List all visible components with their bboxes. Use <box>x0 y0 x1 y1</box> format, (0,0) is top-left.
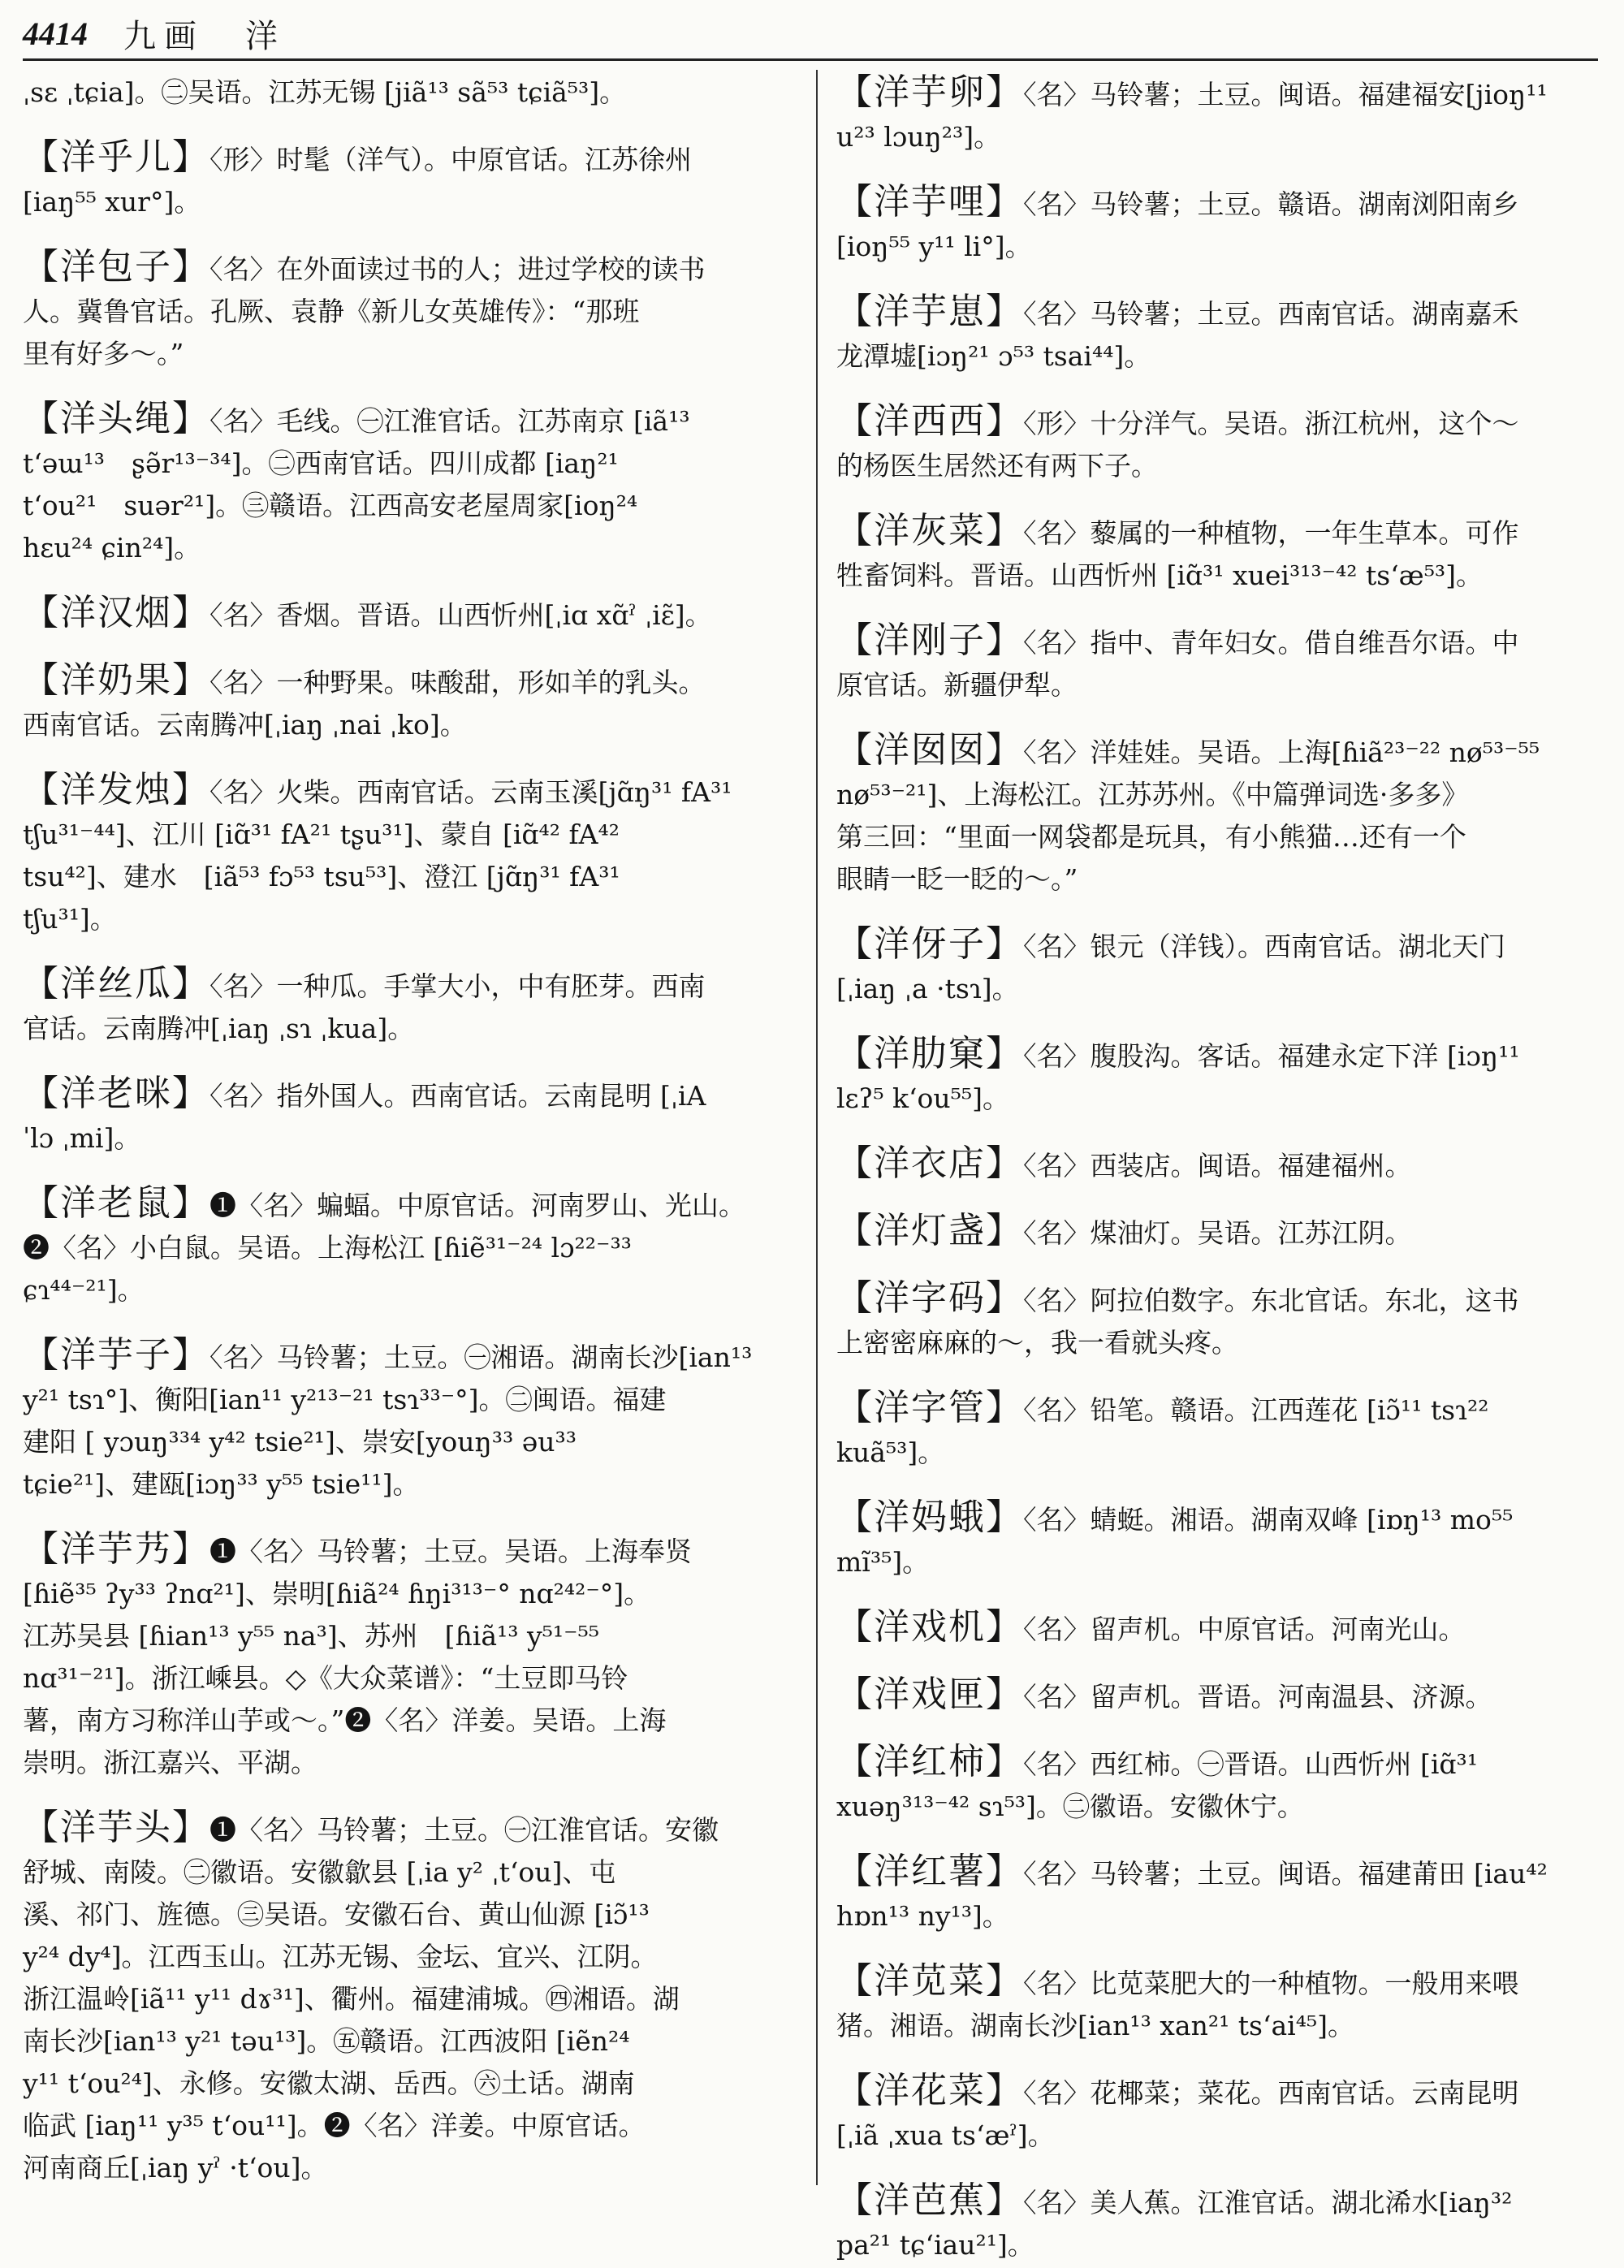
entry-text: 〈名〉铅笔。赣语。江西莲花 [iɔ̃¹¹ tsɿ²² <box>1023 1394 1489 1426</box>
entry-headword: 【洋芋崽】 <box>836 291 1023 332</box>
dictionary-entry <box>23 396 801 571</box>
entry-headword: 【洋芭蕉】 <box>836 2179 1023 2221</box>
entry-text: 的杨医生居然还有两下子。 <box>836 450 1158 482</box>
entry-text: 〈名〉西装店。闽语。福建福州。 <box>1023 1150 1412 1182</box>
dictionary-entry <box>836 508 1600 598</box>
entry-line <box>23 854 801 900</box>
entry-text: 官话。云南腾冲[ˌiaŋ ˌsɿ ˌkua]。 <box>23 1013 415 1044</box>
right-column <box>836 70 1600 2261</box>
entry-text: nɑ³¹⁻²¹]。浙江嵊县。◇《大众菜谱》：“土豆即马铃 <box>23 1662 628 1694</box>
entry-line <box>836 2178 1600 2226</box>
entry-line <box>836 1605 1600 1652</box>
entry-text: 南长沙[ian¹³ y²¹ təu¹³]。㊄赣语。江西波阳 [iẽn²⁴ <box>23 2025 630 2057</box>
entry-text: nø⁵³⁻²¹]、上海松江。江苏苏州。《中篇弹词选·多多》 <box>836 779 1469 810</box>
dictionary-entry <box>836 618 1600 708</box>
entry-headword: 【洋字码】 <box>836 1277 1023 1319</box>
entry-line <box>836 114 1600 160</box>
entry-text: u²³ lɔuŋ²³]。 <box>836 121 1001 153</box>
entry-headword: 【洋刚子】 <box>836 620 1023 661</box>
entry-headword: 【洋包子】 <box>23 246 209 287</box>
dictionary-entry <box>836 1495 1600 1585</box>
entry-line <box>23 1006 801 1052</box>
entry-text: 〈名〉煤油灯。吴语。江苏江阴。 <box>1023 1217 1412 1249</box>
dictionary-entry <box>836 1031 1600 1121</box>
entry-line <box>836 922 1600 970</box>
entry-headword: 【洋红柿】 <box>836 1741 1023 1782</box>
dictionary-entry <box>23 1071 801 1161</box>
dictionary-entry <box>23 1805 801 2191</box>
entry-text: 〈名〉火柴。西南官话。云南玉溪[jɑ̃ŋ³¹ fA³¹ <box>209 776 732 808</box>
entry-text: 〈名〉洋娃娃。吴语。上海[ɦiã²³⁻²² nø⁵³⁻⁵⁵ <box>1023 737 1540 768</box>
entry-text: 〈名〉西红柿。㊀晋语。山西忻州 [iɑ̃³¹ <box>1023 1748 1479 1780</box>
dictionary-entry <box>836 2068 1600 2158</box>
entry-text: 溪、祁门、旌德。㊂吴语。安徽石台、黄山仙源 [iɔ̃¹³ <box>23 1899 650 1930</box>
entry-headword: 【洋衣店】 <box>836 1143 1023 1184</box>
entry-text: mĩ³⁵]。 <box>836 1546 930 1578</box>
left-column <box>23 70 801 2185</box>
entry-text: 人。冀鲁官话。孔厥、袁静《新儿女英雄传》：“那班 <box>23 296 640 327</box>
entry-line <box>836 1031 1600 1079</box>
entry-headword: 【洋发烛】 <box>23 769 209 810</box>
entry-line <box>836 399 1600 447</box>
entry-text: 里有好多～。” <box>23 338 184 369</box>
dictionary-entry <box>23 590 801 638</box>
entry-text: 上密密麻麻的～，我一看就头疼。 <box>836 1327 1238 1359</box>
entry-headword: 【洋芋子】 <box>23 1334 209 1376</box>
entry-text: 〈名〉藜属的一种植物，一年生草本。可作 <box>1023 517 1519 549</box>
dictionary-entry <box>836 1739 1600 1830</box>
entry-text: tʃu³¹⁻⁴⁴]、江川 [iɑ̃³¹ fA²¹ tʂu³¹]、蒙自 [iɑ̃⁴² fA⁴² <box>23 819 620 850</box>
entry-line <box>23 396 801 444</box>
entry-line <box>836 1739 1600 1787</box>
entry-line <box>23 289 801 335</box>
entry-headword: 【洋西西】 <box>836 400 1023 442</box>
entry-text: y²⁴ dy⁴]。江西玉山。江苏无锡、金坛、宜兴、江阴。 <box>23 1941 658 1972</box>
dictionary-entry <box>836 179 1600 270</box>
entry-text: [iaŋ⁵⁵ xur°]。 <box>23 186 201 218</box>
entry-text: 临武 [iaŋ¹¹ y³⁵ t‘ou¹¹]。❷〈名〉洋姜。中原官话。 <box>23 2110 646 2141</box>
entry-line <box>836 2068 1600 2116</box>
entry-headword: 【洋乎儿】 <box>23 136 209 178</box>
entry-line <box>23 70 801 115</box>
dictionary-entry <box>23 1333 801 1507</box>
dictionary-entry <box>23 961 801 1052</box>
entry-text: 〈名〉阿拉伯数字。东北官话。东北，这书 <box>1023 1285 1519 1316</box>
entry-line <box>23 2019 801 2064</box>
entry-text: 〈名〉腹股沟。客话。福建永定下洋 [iɔŋ¹¹ <box>1023 1040 1520 1072</box>
entry-text: y²¹ tsɿ°]、衡阳[ian¹¹ y²¹³⁻²¹ tsɿ³³⁻°]。㊁闽语。福建 <box>23 1384 667 1415</box>
entry-line <box>836 334 1600 379</box>
entry-line <box>836 289 1600 337</box>
entry-line <box>23 1462 801 1507</box>
entry-text: 〈名〉留声机。中原官话。河南光山。 <box>1023 1614 1466 1645</box>
entry-text: t‘ou²¹ suər²¹]。㊂赣语。江西高安老屋周家[ioŋ²⁴ <box>23 490 638 521</box>
entry-line <box>836 443 1600 489</box>
entry-line <box>836 1141 1600 1189</box>
entry-headword: 【洋肋窠】 <box>836 1033 1023 1074</box>
entry-line <box>23 244 801 292</box>
entry-text: ❶〈名〉蝙蝠。中原官话。河南罗山、光山。 <box>209 1190 745 1221</box>
entry-line <box>23 135 801 183</box>
entry-headword: 【洋头绳】 <box>23 398 209 439</box>
entry-line <box>23 525 801 571</box>
entry-headword: 【洋丝瓜】 <box>23 963 209 1004</box>
entry-text: kuã⁵³]。 <box>836 1436 945 1468</box>
dictionary-entry <box>23 767 801 942</box>
entry-text: 〈名〉蜻蜓。湘语。湖南双峰 [iɒŋ¹³ mo⁵⁵ <box>1023 1504 1514 1536</box>
entry-text: 舒城、南陵。㊁徽语。安徽歙县 [ˌia y² ˌt‘ou]、屯 <box>23 1856 616 1888</box>
entry-text: 崇明。浙江嘉兴、平湖。 <box>23 1747 317 1778</box>
section-title: 九画 洋 <box>123 17 286 55</box>
entry-line <box>836 772 1600 818</box>
entry-line <box>836 857 1600 902</box>
entry-line <box>23 590 801 638</box>
entry-line <box>23 1934 801 1980</box>
entry-headword: 【洋老鼠】 <box>23 1182 209 1224</box>
entry-text: 眼睛一眨一眨的～。” <box>836 863 1078 895</box>
entry-text: [ˌiaŋ ˌa ·tsɿ]。 <box>836 973 1019 1004</box>
dictionary-entry <box>836 1959 1600 2049</box>
entry-line <box>23 1976 801 2022</box>
entry-text: ❶〈名〉马铃薯；土豆。吴语。上海奉贤 <box>209 1536 692 1567</box>
entry-text: 〈名〉毛线。㊀江淮官话。江苏南京 [iã¹³ <box>209 405 690 437</box>
entry-line <box>23 441 801 486</box>
entry-line <box>23 1527 801 1575</box>
entry-text: 〈名〉马铃薯；土豆。赣语。湖南浏阳南乡 <box>1023 188 1519 220</box>
entry-text: 〈名〉在外面读过书的人；进过学校的读书 <box>209 253 706 285</box>
entry-text: ɕɿ⁴⁴⁻²¹]。 <box>23 1274 145 1306</box>
entry-line <box>23 1071 801 1119</box>
dictionary-entry <box>836 70 1600 160</box>
dictionary-entry <box>23 70 801 115</box>
entry-line <box>836 553 1600 598</box>
entry-text: ˈlɔ ˌmi]。 <box>23 1122 141 1154</box>
entry-text: tɕie²¹]、建瓯[iɔŋ³³ y⁵⁵ tsie¹¹]。 <box>23 1468 420 1500</box>
entry-line <box>836 2223 1600 2268</box>
entry-line <box>23 767 801 815</box>
entry-line <box>23 1377 801 1423</box>
entry-line <box>23 1268 801 1313</box>
entry-headword: 【洋妈蛾】 <box>836 1497 1023 1538</box>
entry-text: 原官话。新疆伊犁。 <box>836 669 1078 701</box>
entry-line <box>23 896 801 942</box>
entry-text: ❶〈名〉马铃薯；土豆。㊀江淮官话。安徽 <box>209 1814 719 1846</box>
entry-text: 〈名〉比苋菜肥大的一种植物。一般用来喂 <box>1023 1968 1519 1999</box>
dictionary-entry <box>23 1527 801 1786</box>
page-number: 4414 <box>23 15 88 52</box>
entry-text: pa²¹ tɕ‘iau²¹]。 <box>836 2229 1034 2261</box>
entry-headword: 【洋芋卵】 <box>836 71 1023 113</box>
entry-text: 〈名〉马铃薯；土豆。西南官话。湖南嘉禾 <box>1023 298 1519 330</box>
entry-line <box>23 2061 801 2106</box>
dictionary-entry <box>836 728 1600 902</box>
entry-headword: 【洋红薯】 <box>836 1851 1023 1892</box>
entry-text: 建阳 [ yɔuŋ³³⁴ y⁴² tsie²¹]、崇安[youŋ³³ əu³³ <box>23 1426 577 1458</box>
entry-line <box>23 1698 801 1743</box>
entry-line <box>836 1076 1600 1121</box>
entry-line <box>836 728 1600 775</box>
entry-text: hɛu²⁴ ɕin²⁴]。 <box>23 532 201 564</box>
entry-line <box>23 812 801 858</box>
entry-text: 〈名〉美人蕉。江淮官话。湖北浠水[iaŋ³² <box>1023 2187 1513 2218</box>
entry-headword: 【洋伢子】 <box>836 923 1023 965</box>
entry-text: 江苏吴县 [ɦian¹³ y⁵⁵ na³]、苏州 [ɦiã¹³ y⁵¹⁻⁵⁵ <box>23 1620 599 1652</box>
entry-headword: 【洋芋艿】 <box>23 1528 209 1570</box>
dictionary-entry <box>23 658 801 748</box>
entry-line <box>836 1276 1600 1324</box>
entry-text: 〈名〉马铃薯；土豆。闽语。福建福安[jioŋ¹¹ <box>1023 79 1548 110</box>
entry-text: y¹¹ t‘ou²⁴]、永修。安徽太湖、岳西。㊅土话。湖南 <box>23 2067 635 2099</box>
entry-text: 〈名〉马铃薯；土豆。㊀湘语。湖南长沙[ian¹³ <box>209 1341 753 1373</box>
entry-line <box>836 966 1600 1012</box>
entry-headword: 【洋奶果】 <box>23 659 209 701</box>
dictionary-entry <box>836 289 1600 379</box>
page-header <box>23 8 1598 61</box>
dictionary-entry <box>836 922 1600 1012</box>
entry-headword: 【洋戏匣】 <box>836 1674 1023 1715</box>
entry-text: 薯，南方习称洋山芋或～。”❷〈名〉洋姜。吴语。上海 <box>23 1704 667 1736</box>
entry-text: 龙潭墟[iɔŋ²¹ ɔ⁵³ tsai⁴⁴]。 <box>836 340 1151 372</box>
entry-line <box>836 1495 1600 1543</box>
entry-headword: 【洋灰菜】 <box>836 510 1023 551</box>
column-divider <box>816 70 818 2185</box>
entry-line <box>23 1181 801 1229</box>
entry-line <box>836 508 1600 556</box>
entry-line <box>23 331 801 377</box>
entry-line <box>836 1540 1600 1585</box>
entry-text: 牲畜饲料。晋语。山西忻州 [iɑ̃³¹ xuei³¹³⁻⁴² ts‘æ⁵³]。 <box>836 559 1484 591</box>
entry-line <box>23 483 801 529</box>
entry-text: 〈名〉一种瓜。手掌大小，中有胚芽。西南 <box>209 970 706 1002</box>
entry-line <box>23 1614 801 1659</box>
entry-line <box>23 1656 801 1701</box>
entry-line <box>836 2113 1600 2158</box>
dictionary-entry <box>23 1181 801 1313</box>
entry-text: 浙江温岭[iã¹¹ y¹¹ dɤ³¹]、衢州。福建浦城。㊃湘语。湖 <box>23 1983 680 2015</box>
entry-text: 西南官话。云南腾冲[ˌiaŋ ˌnai ˌko]。 <box>23 709 467 741</box>
entry-line <box>836 1849 1600 1897</box>
entry-headword: 【洋字管】 <box>836 1387 1023 1428</box>
entry-line <box>836 1385 1600 1433</box>
entry-text: 第三回：“里面一网袋都是玩具，有小熊猫…还有一个 <box>836 821 1466 853</box>
entry-text: 猪。湘语。湖南长沙[ian¹³ xan²¹ ts‘ai⁴⁵]。 <box>836 2010 1355 2041</box>
entry-text: 河南商丘[ˌiaŋ yˀ ·t‘ou]。 <box>23 2152 328 2184</box>
entry-line <box>836 2003 1600 2049</box>
entry-line <box>836 1430 1600 1475</box>
entry-text: 〈名〉留声机。晋语。河南温县、济源。 <box>1023 1681 1492 1713</box>
entry-headword: 【洋灯盏】 <box>836 1210 1023 1251</box>
entry-line <box>23 658 801 706</box>
entry-text: 〈名〉指外国人。西南官话。云南昆明 [ˌiA <box>209 1080 706 1112</box>
entry-headword: 【洋囡囡】 <box>836 729 1023 771</box>
entry-text: 〈名〉花椰菜；菜花。西南官话。云南昆明 <box>1023 2077 1519 2109</box>
dictionary-entry <box>836 1208 1600 1256</box>
dictionary-entry <box>23 244 801 377</box>
dictionary-entry <box>836 1385 1600 1475</box>
entry-line <box>23 1805 801 1853</box>
dictionary-entry <box>836 1605 1600 1652</box>
entry-line <box>23 1116 801 1161</box>
entry-text: 〈名〉马铃薯；土豆。闽语。福建莆田 [iau⁴² <box>1023 1858 1548 1890</box>
entry-text: t‘əɯ¹³ ʂə̃r¹³⁻³⁴]。㊁西南官话。四川成都 [iaŋ²¹ <box>23 447 619 479</box>
entry-line <box>836 618 1600 666</box>
entry-text: 〈名〉一种野果。味酸甜，形如羊的乳头。 <box>209 667 706 698</box>
entry-text: tʃu³¹]。 <box>23 903 117 935</box>
entry-text: 〈名〉指中、青年妇女。借自维吾尔语。中 <box>1023 627 1519 659</box>
dictionary-entry <box>836 399 1600 489</box>
entry-line <box>836 1320 1600 1366</box>
entry-line <box>836 70 1600 118</box>
entry-line <box>23 179 801 225</box>
entry-text: [ioŋ⁵⁵ y¹¹ li°]。 <box>836 231 1032 262</box>
entry-text: xuəŋ³¹³⁻⁴² sɿ⁵³]。㊁徽语。安徽休宁。 <box>836 1791 1304 1822</box>
entry-line <box>23 961 801 1009</box>
entry-line <box>23 2103 801 2149</box>
entry-line <box>836 1894 1600 1939</box>
entry-headword: 【洋芋哩】 <box>836 181 1023 222</box>
entry-line <box>836 1959 1600 2007</box>
entry-line <box>23 1419 801 1465</box>
dictionary-entry <box>836 1141 1600 1189</box>
entry-text: 〈名〉香烟。晋语。山西忻州[ˌiɑ xɑ̃ˀ ˌiɛ̃]。 <box>209 599 712 631</box>
entry-line <box>23 1571 801 1617</box>
entry-line <box>836 663 1600 708</box>
dictionary-entry <box>836 1276 1600 1366</box>
entry-text: 〈形〉十分洋气。吴语。浙江杭州，这个～ <box>1023 408 1519 439</box>
entry-line <box>836 1208 1600 1256</box>
entry-text: 〈名〉银元（洋钱）。西南官话。湖北天门 <box>1023 931 1505 962</box>
entry-headword: 【洋芋头】 <box>23 1807 209 1848</box>
entry-line <box>836 814 1600 860</box>
entry-headword: 【洋花菜】 <box>836 2070 1023 2111</box>
entry-line <box>23 2145 801 2191</box>
entry-headword: 【洋戏机】 <box>836 1606 1023 1648</box>
entry-headword: 【洋老咪】 <box>23 1073 209 1114</box>
entry-line <box>836 224 1600 270</box>
entry-text: hɒn¹³ ny¹³]。 <box>836 1900 1009 1932</box>
entry-line <box>23 1225 801 1271</box>
entry-line <box>23 1333 801 1380</box>
entry-text: lɛʔ⁵ k‘ou⁵⁵]。 <box>836 1082 1010 1114</box>
entry-line <box>836 1672 1600 1720</box>
entry-text: tsu⁴²]、建水 [iã⁵³ fɔ⁵³ tsu⁵³]、澄江 [jɑ̃ŋ³¹ fA³¹ <box>23 861 620 892</box>
entry-line <box>23 1850 801 1895</box>
entry-text: ˌsɛ ˌtɕia]。㊁吴语。江苏无锡 [jiã¹³ sã⁵³ tɕiã⁵³]。 <box>23 76 627 108</box>
dictionary-entry <box>836 1672 1600 1720</box>
entry-text: [ˌiã ˌxua ts‘æˀ]。 <box>836 2119 1055 2151</box>
dictionary-entry <box>23 135 801 225</box>
entry-headword: 【洋汉烟】 <box>23 592 209 633</box>
entry-text: [ɦiẽ³⁵ ʔy³³ ʔnɑ²¹]、崇明[ɦiã²⁴ ɦŋi³¹³⁻° nɑ²⁴²⁻°]。 <box>23 1578 651 1609</box>
entry-line <box>23 1892 801 1938</box>
entry-text: 〈形〉时髦（洋气）。中原官话。江苏徐州 <box>209 144 692 175</box>
entry-text: ❷〈名〉小白鼠。吴语。上海松江 [ɦiẽ³¹⁻²⁴ lɔ²²⁻³³ <box>23 1232 632 1264</box>
dictionary-entry <box>836 1849 1600 1939</box>
entry-line <box>23 1740 801 1786</box>
dictionary-entry <box>836 2178 1600 2268</box>
entry-line <box>23 702 801 748</box>
entry-headword: 【洋苋菜】 <box>836 1960 1023 2002</box>
entry-line <box>836 1784 1600 1830</box>
entry-line <box>836 179 1600 227</box>
